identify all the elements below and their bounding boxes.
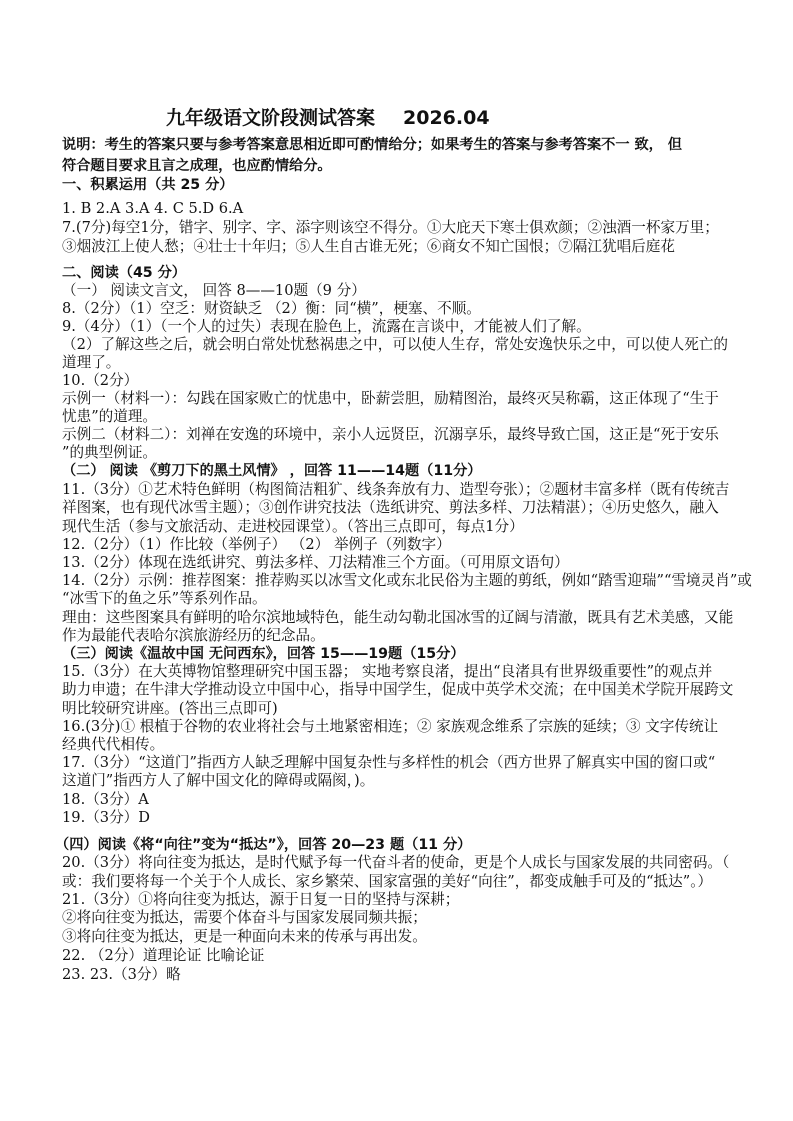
answer-line: 22. （2分）道理论证 比喻论证 [62,947,265,964]
answer-line: 忧患”的道理。 [62,408,158,425]
answer-line: ③烟波江上使人愁；④壮士十年归；⑤人生自古谁无死；⑥商女不知亡国恨；⑦隔江犹唱后庭花 [62,238,675,255]
answer-line: 9.（4分）（1）（一个人的过失）表现在脸色上，流露在言谈中，才能被人们了解。 [62,318,591,335]
answer-line: 14.（2分）示例：推荐图案：推荐购买以冰雪文化或东北民俗为主题的剪纸，例如“踏雪迎瑞”“雪境灵肖”或 [62,572,752,589]
page-title [166,109,490,127]
answer-line: 19.（3分）D [62,809,150,826]
answer-line: 作为最能代表哈尔滨旅游经历的纪念品。 [62,627,325,644]
section-heading: 一、积累运用（共 25 分） [62,177,234,193]
answer-line: 7.(7分)每空1分，错字、别字、字、添字则该空不得分。①大庇天下寒士俱欢颜；②浊酒一杯家万里； [62,219,719,236]
title-text: 九年级语文阶段测试答案 [166,107,376,129]
title-date: 2026.04 [403,107,490,129]
subsection-heading: （二） 阅读 《剪刀下的黑土风情》 ，回答 11——14题（11分） [62,463,482,479]
answer-line: 21.（3分）①将向往变为抵达，源于日复一日的坚持与深耕； [62,891,460,908]
answer-line: 这道门”指西方人了解中国文化的障碍或隔阂，)。 [62,772,375,789]
answer-line: “冰雪下的鱼之乐”等系列作品。 [62,590,267,607]
answer-line: 1. B 2.A 3.A 4. C 5.D 6.A [62,200,244,217]
answer-line: （2）了解这些之后，就会明白常处忧愁祸患之中，可以使人生存，常处安逸快乐之中，可以使人死亡的 [62,336,729,353]
answer-line: 经典代代相传。 [62,736,165,753]
subsection-heading: （三）阅读《温故中国 无问西东》，回答 15——19题（15分） [62,646,465,662]
instruction-line: 符合题目要求且言之成理，也应酌情给分。 [62,158,332,174]
answer-line: ③将向往变为抵达，更是一种面向未来的传承与再出发。 [62,928,427,945]
subsection-heading: （一） 阅读文言文， 回答 8——10题（9 分） [62,282,366,299]
answer-line: 示例一（材料一）：勾践在国家败亡的忧患中，卧薪尝胆，励精图治，最终灭吴称霸，这正体现了“生于 [62,390,719,407]
answer-line: 16.(3分)① 根植于谷物的农业将社会与土地紧密相连；② 家族观念维系了宗族的延续；③ 文字传统让 [62,718,719,735]
answer-line: 20.（3分）将向往变为抵达，是时代赋予每一代奋斗者的使命，更是个人成长与国家发展的共同密码。（ [62,854,730,871]
answer-line: 12.（2分）（1）作比较（举例子） （2） 举例子（列数字） [62,536,451,553]
answer-line: 道理了。 [62,354,121,371]
answer-line: 祥图案，也有现代冰雪主题）；③创作讲究技法（选纸讲究、剪法多样、刀法精湛）；④历史悠久，融入 [62,499,719,516]
answer-line: 11.（3分）①艺术特色鲜明（构图简洁粗犷、线条奔放有力、造型夸张）；②题材丰富多样（既有传统吉 [62,481,730,498]
subsection-heading: （四）阅读《将“向往”变为“抵达”》，回答 20—23 题（11 分） [55,837,472,853]
answer-line: 或：我们要将每一个关于个人成长、家乡繁荣、国家富强的美好“向往”，都变成触手可及的“抵达”。） [62,873,713,890]
answer-line: 理由：这些图案具有鲜明的哈尔滨地域特色，能生动勾勒北国冰雪的辽阔与清澈，既具有艺术美感，又能 [62,609,734,626]
answer-line: ②将向往变为抵达，需要个体奋斗与国家发展同频共振； [62,909,427,926]
section-heading: 二、阅读（45 分） [62,265,186,281]
answer-line: 17.（3分）“这道门”指西方人缺乏理解中国复杂性与多样性的机会（西方世界了解真实中国的窗口或“ [62,754,716,771]
answer-line: 23. 23.（3分）略 [62,966,181,983]
answer-line: 助力申遗；在牛津大学推动设立中国中心，指导中国学生，促成中英学术交流；在中国美术学院开展跨文 [62,681,734,698]
answer-line: 18.（3分）A [62,791,149,808]
answer-line: 8.（2分）（1）空乏：财资缺乏 （2）衡：同“横”，梗塞、不顺。 [62,300,481,317]
answer-line: 示例二（材料二）：刘禅在安逸的环境中，亲小人远贤臣，沉溺享乐，最终导致亡国，这正是“死于安乐 [62,426,719,443]
answer-line: 10.（2分） [62,372,139,389]
answer-line: ”的典型例证。 [62,444,158,461]
answer-line: 明比较研究讲座。(答出三点即可) [62,700,278,717]
instruction-line: 说明：考生的答案只要与参考答案意思相近即可酌情给分；如果考生的答案与参考答案不一 致， 但 [62,137,682,153]
answer-line: 13.（2分）体现在选纸讲究、剪法多样、刀法精准三个方面。（可用原文语句） [62,554,569,571]
answer-line: 现代生活（参与文旅活动、走进校园课堂）。（答出三点即可，每点1分） [62,518,524,535]
answer-line: 15.（3分）在大英博物馆整理研究中国玉器； 实地考察良渚，提出“良渚具有世界级重要性”的观点并 [62,663,713,680]
